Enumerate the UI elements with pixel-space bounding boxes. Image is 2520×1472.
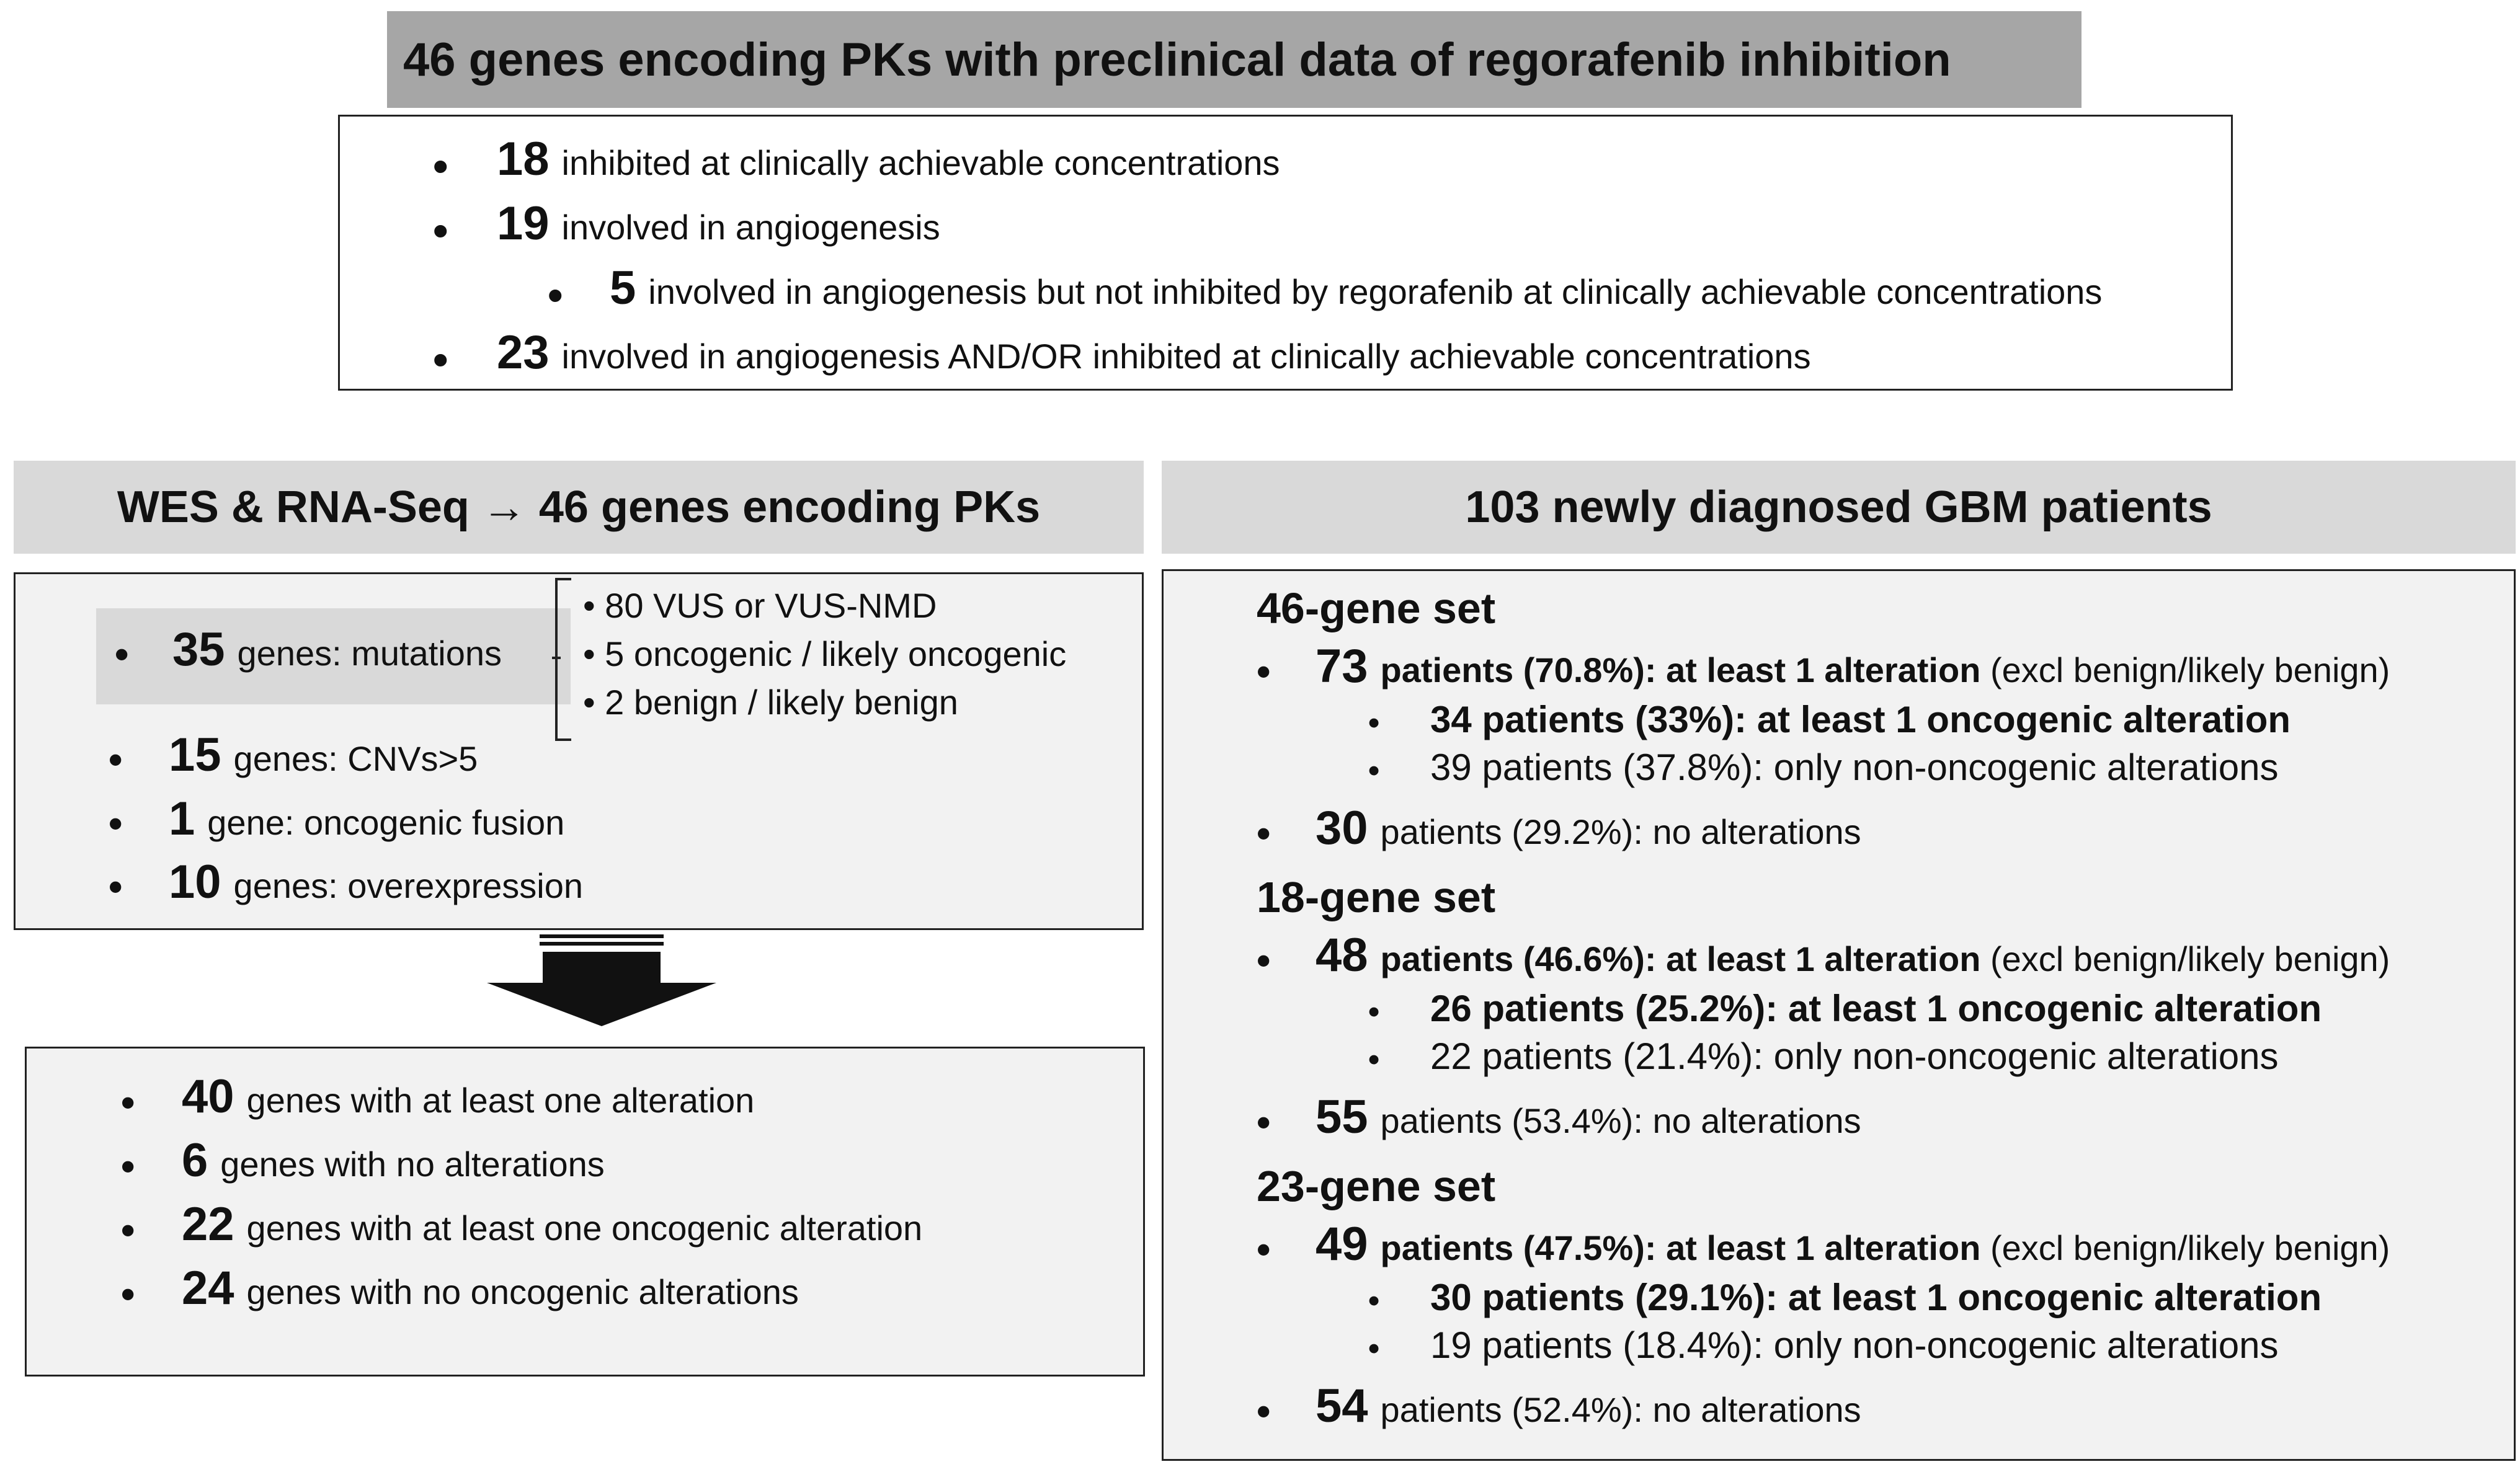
bullet: • xyxy=(1257,1389,1271,1434)
mutations-item: 35 genes: mutations xyxy=(172,623,502,676)
bullet: • xyxy=(115,632,129,676)
gene-set-title: 46-gene set xyxy=(1257,584,1496,632)
gene-summary-item: 24 genes with no oncogenic alterations xyxy=(182,1262,799,1315)
gene-summary-box xyxy=(25,1047,1145,1377)
bracket-tick xyxy=(552,657,561,659)
bullet: • xyxy=(1257,1227,1271,1272)
alteration-item: 10 genes: overexpression xyxy=(169,856,583,908)
summary-item: 18 inhibited at clinically achievable concentrations xyxy=(497,133,1280,185)
bullet: • xyxy=(1368,705,1380,741)
bullet: • xyxy=(1257,1100,1271,1145)
oncogenic-patients: 26 patients (25.2%): at least 1 oncogenic alteration xyxy=(1430,988,2322,1029)
left-header xyxy=(14,461,1144,554)
bullet: • xyxy=(109,864,123,909)
regorafenib-summary-box xyxy=(338,115,2233,391)
bullet: • xyxy=(433,142,448,190)
patients-box xyxy=(1162,569,2516,1461)
gene-set-title: 23-gene set xyxy=(1257,1162,1496,1210)
right-header xyxy=(1162,461,2516,554)
altered-patients: 49 patients (47.5%): at least 1 alteration (excl benign/likely benign) xyxy=(1316,1218,2390,1270)
non-oncogenic-patients: 22 patients (21.4%): only non-oncogenic alterations xyxy=(1430,1035,2279,1077)
non-oncogenic-patients: 39 patients (37.8%): only non-oncogenic alterations xyxy=(1430,747,2279,788)
altered-patients: 73 patients (70.8%): at least 1 alteration (excl benign/likely benign) xyxy=(1316,640,2390,693)
bullet: • xyxy=(1368,1331,1380,1367)
alteration-item: 15 genes: CNVs>5 xyxy=(169,729,478,781)
mutation-breakdown-item: • 2 benign / likely benign xyxy=(583,683,958,722)
down-arrow-icon xyxy=(484,933,719,1032)
bullet: • xyxy=(1368,1283,1380,1319)
gene-summary-item: 22 genes with at least one oncogenic alteration xyxy=(182,1198,923,1251)
bullet: • xyxy=(121,1208,135,1253)
bullet: • xyxy=(433,335,448,384)
bullet: • xyxy=(1368,753,1380,789)
mutation-breakdown-item: • 80 VUS or VUS-NMD xyxy=(583,586,937,625)
alteration-types-box xyxy=(14,572,1144,930)
mutation-breakdown-item: • 5 oncogenic / likely oncogenic xyxy=(583,634,1067,673)
bullet: • xyxy=(1257,938,1271,983)
top-banner-title: 46 genes encoding PKs with preclinical data of regorafenib inhibition xyxy=(403,33,1951,86)
non-oncogenic-patients: 19 patients (18.4%): only non-oncogenic alterations xyxy=(1430,1324,2279,1366)
oncogenic-patients: 30 patients (29.1%): at least 1 oncogenic alteration xyxy=(1430,1277,2322,1318)
altered-patients: 48 patients (46.6%): at least 1 alteration (excl benign/likely benign) xyxy=(1316,929,2390,982)
summary-item: 23 involved in angiogenesis AND/OR inhibited at clinically achievable concentrations xyxy=(497,326,1811,379)
unaltered-patients: 55 patients (53.4%): no alterations xyxy=(1316,1091,1861,1143)
top-banner xyxy=(387,11,2081,108)
bullet: • xyxy=(1257,811,1271,856)
bullet: • xyxy=(121,1272,135,1316)
summary-item: 19 involved in angiogenesis xyxy=(497,197,940,250)
bullet: • xyxy=(433,206,448,255)
unaltered-patients: 54 patients (52.4%): no alterations xyxy=(1316,1380,1861,1432)
bullet: • xyxy=(548,271,563,319)
unaltered-patients: 30 patients (29.2%): no alterations xyxy=(1316,802,1861,854)
alteration-item: 1 gene: oncogenic fusion xyxy=(169,792,565,845)
bullet: • xyxy=(121,1144,135,1189)
left-header-title: WES & RNA-Seq → 46 genes encoding PKs xyxy=(117,482,1041,532)
bullet: • xyxy=(109,801,123,846)
gene-set-title: 18-gene set xyxy=(1257,873,1496,921)
bullet: • xyxy=(109,737,123,782)
gene-summary-item: 40 genes with at least one alteration xyxy=(182,1070,755,1123)
bullet: • xyxy=(1257,649,1271,694)
mutation-bracket xyxy=(555,578,571,741)
oncogenic-patients: 34 patients (33%): at least 1 oncogenic alteration xyxy=(1430,699,2291,740)
bullet: • xyxy=(1368,994,1380,1030)
gene-summary-item: 6 genes with no alterations xyxy=(182,1134,605,1187)
bullet: • xyxy=(1368,1042,1380,1078)
summary-subitem: 5 involved in angiogenesis but not inhibited by regorafenib at clinically achievable concentrations xyxy=(610,262,2103,314)
bullet: • xyxy=(121,1080,135,1125)
right-header-title: 103 newly diagnosed GBM patients xyxy=(1465,482,2212,532)
